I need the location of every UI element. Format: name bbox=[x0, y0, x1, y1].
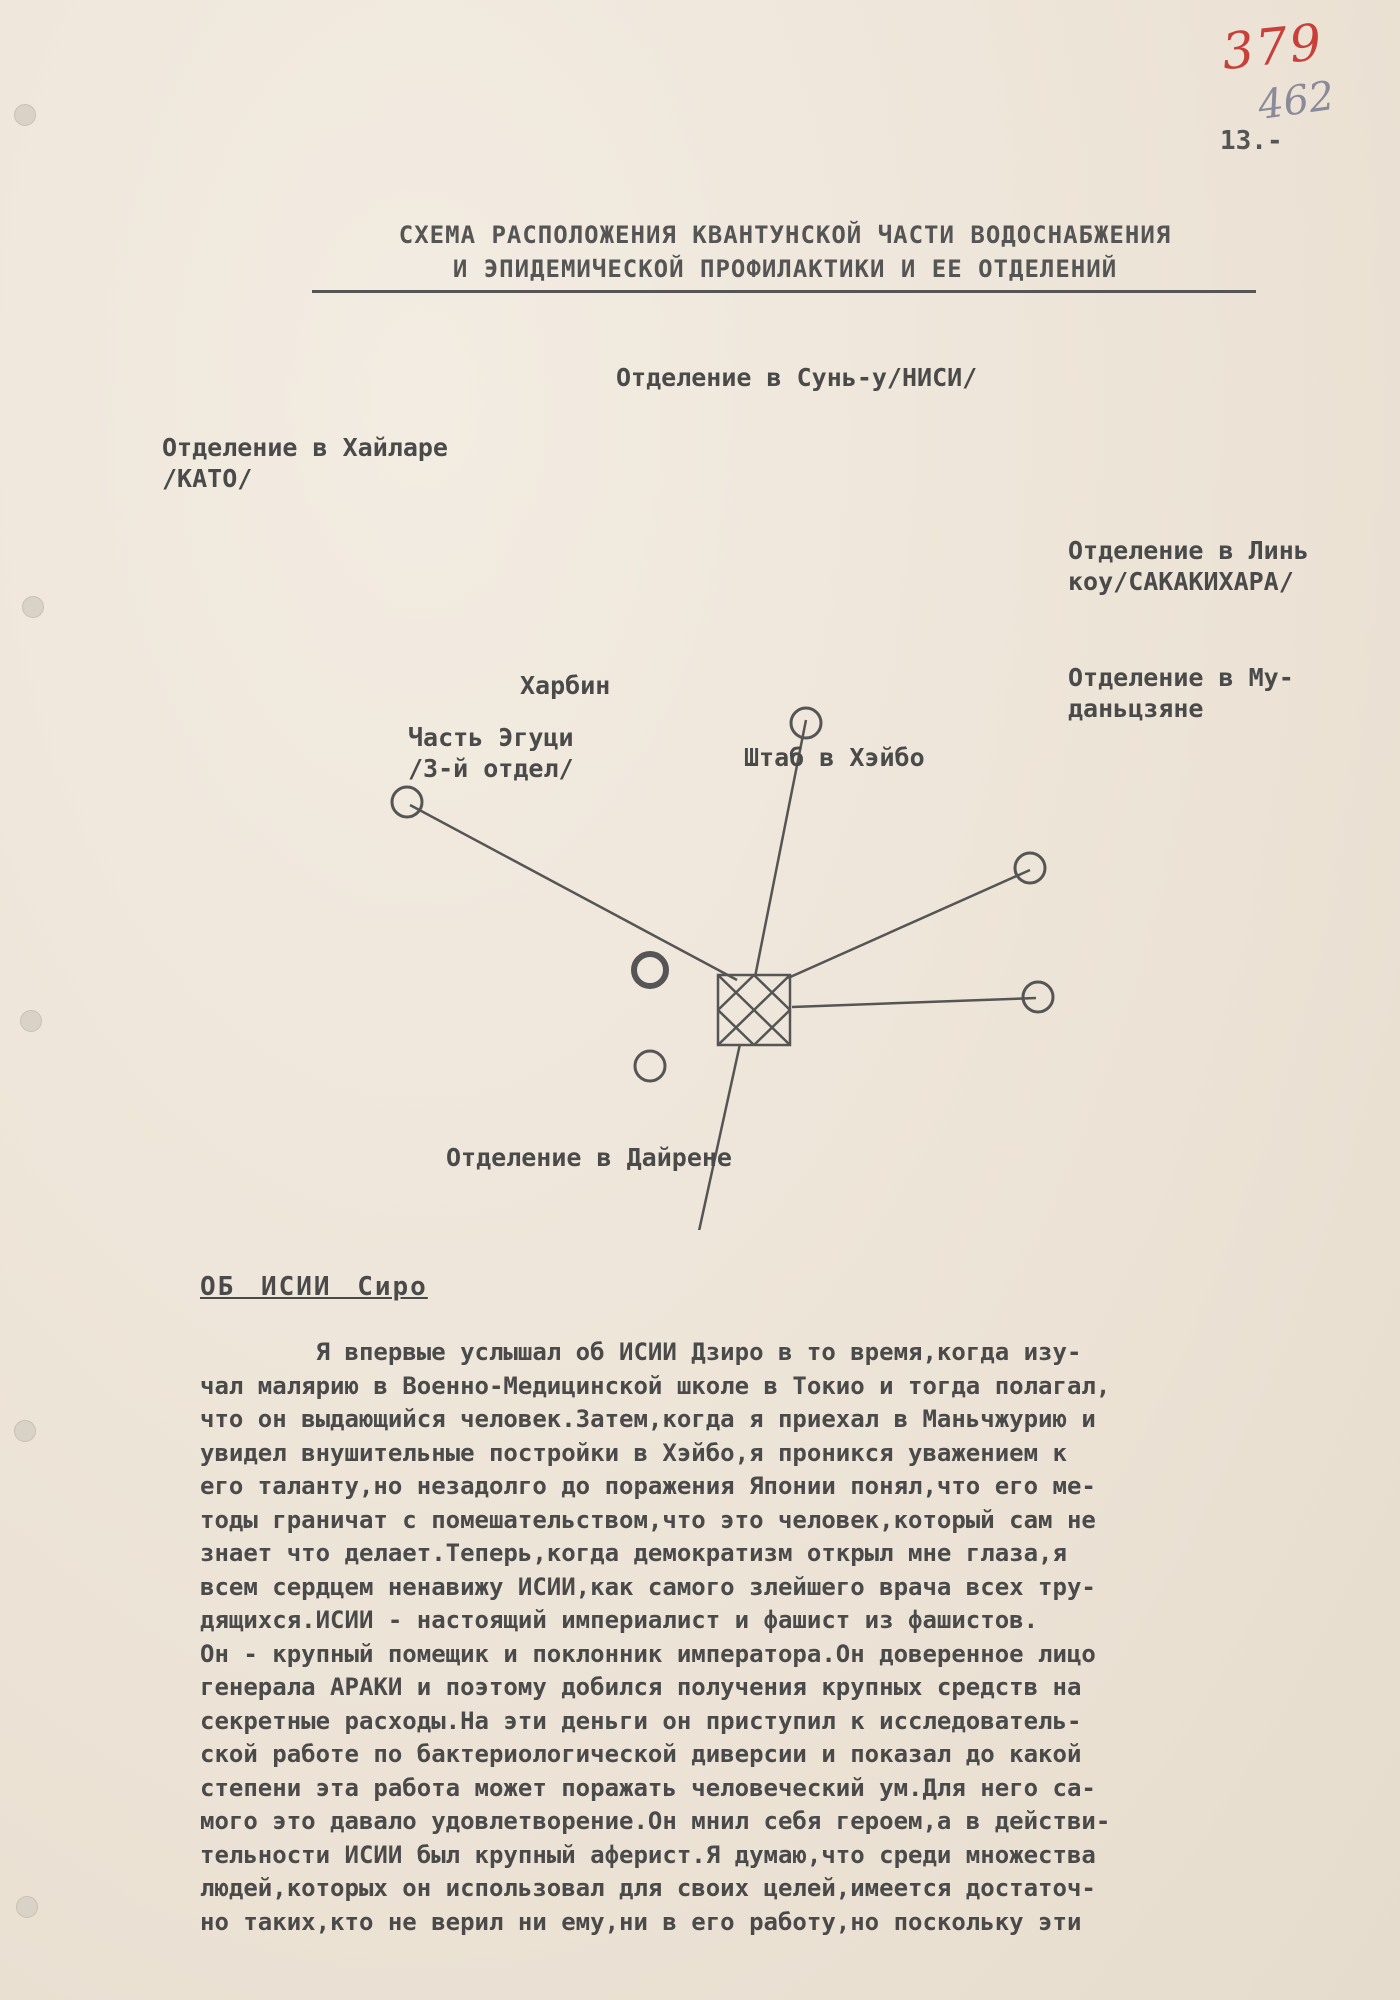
node-linkou bbox=[1015, 853, 1045, 883]
node-egutsi bbox=[635, 1051, 665, 1081]
text-line: степени эта работа может поражать человеческий ум.Для него са- bbox=[200, 1773, 1096, 1802]
link-dairen bbox=[663, 1044, 740, 1230]
text-line: чал малярию в Военно-Медицинской школе в Токио и тогда полагал, bbox=[200, 1371, 1111, 1400]
text-line: мого это давало удовлетворение.Он мнил себя героем,а в действи- bbox=[200, 1807, 1111, 1835]
document-title bbox=[310, 218, 1260, 286]
link-linkou bbox=[788, 870, 1030, 978]
text-line: тоды граничат с помешательством,что это человек,который сам не bbox=[200, 1505, 1096, 1534]
text-line: людей,которых он использовал для своих целей,имеется достаточ- bbox=[200, 1874, 1096, 1902]
text-line: но таких,кто не верил ни ему,ни в его работу,но поскольку эти bbox=[200, 1907, 1082, 1936]
label-mudanjiang: Отделение в Му- даньцзяне bbox=[1068, 663, 1294, 723]
node-hailar bbox=[392, 787, 422, 817]
label-harbin: Харбин bbox=[520, 671, 611, 700]
link-hailar bbox=[410, 805, 737, 980]
title-underline bbox=[312, 290, 1256, 293]
label-dairen: Отделение в Дайрене bbox=[446, 1143, 732, 1172]
text-line: ской работе по бактериологической диверсии и показал до какой bbox=[200, 1740, 1082, 1768]
punch-hole bbox=[14, 104, 36, 126]
text-line: дящихся.ИСИИ - настоящий империалист и фашист из фашистов. bbox=[200, 1606, 1039, 1634]
title-line-1: СХЕМА РАСПОЛОЖЕНИЯ КВАНТУНСКОЙ ЧАСТИ ВОДОСНАБЖЕНИЯ bbox=[398, 221, 1172, 249]
punch-hole bbox=[14, 1420, 36, 1442]
text-line: увидел внушительные постройки в Хэйбо,я проникся уважением к bbox=[200, 1438, 1067, 1467]
text-line: Он - крупный помещик и поклонник императора.Он доверенное лицо bbox=[200, 1639, 1096, 1668]
text-line: тельности ИСИИ был крупный аферист.Я думаю,что среди множества bbox=[200, 1840, 1096, 1869]
title-line-2: И ЭПИДЕМИЧЕСКОЙ ПРОФИЛАКТИКИ И ЕЕ ОТДЕЛЕНИЙ bbox=[452, 255, 1118, 283]
typed-page-number: 13.- bbox=[1220, 126, 1283, 156]
label-linkou: Отделение в Линь коу/САКАКИХАРА/ bbox=[1068, 536, 1309, 596]
label-hq: Штаб в Хэйбо bbox=[744, 743, 925, 772]
body-paragraph bbox=[200, 1336, 1380, 1939]
text-line: знает что делает.Теперь,когда демократизм открыл мне глаза,я bbox=[200, 1539, 1067, 1567]
node-mudanjiang bbox=[1023, 982, 1053, 1012]
text-line: что он выдающийся человек.Затем,когда я приехал в Маньчжурию и bbox=[200, 1405, 1096, 1433]
text-line: генерала АРАКИ и поэтому добился получения крупных средств на bbox=[200, 1673, 1082, 1701]
link-mudanjiang bbox=[792, 998, 1036, 1007]
label-hailar: Отделение в Хайларе /КАТО/ bbox=[162, 433, 448, 493]
node-harbin bbox=[634, 954, 666, 986]
punch-hole bbox=[16, 1896, 38, 1918]
text-line: секретные расходы.На эти деньги он приступил к исследователь- bbox=[200, 1706, 1082, 1735]
archive-page-number-red: 379 bbox=[1219, 12, 1327, 82]
text-line: его таланту,но незадолго до поражения Японии понял,что его ме- bbox=[200, 1472, 1096, 1500]
text-line: всем сердцем ненавижу ИСИИ,как самого злейшего врача всех тру- bbox=[200, 1572, 1096, 1601]
section-heading: ОБ ИСИИ Сиро bbox=[200, 1272, 428, 1302]
archive-page-number-gray: 462 bbox=[1255, 72, 1338, 130]
label-egutsi: Часть Эгуци /3-й отдел/ bbox=[408, 723, 574, 783]
text-line: Я впервые услышал об ИСИИ Дзиро в то время,когда изу- bbox=[200, 1338, 1082, 1366]
hq-symbol bbox=[718, 975, 790, 1045]
label-sunu: Отделение в Сунь-у/НИСИ/ bbox=[616, 363, 978, 392]
